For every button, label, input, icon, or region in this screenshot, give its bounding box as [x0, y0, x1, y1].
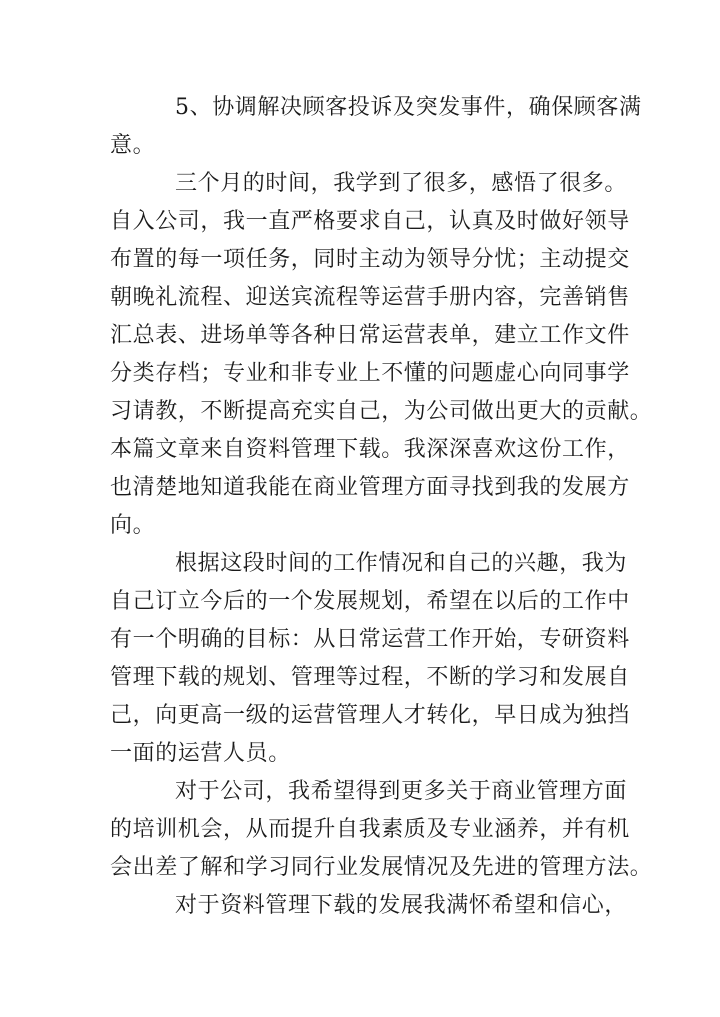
text-line: 自入公司，我一直严格要求自己，认真及时做好领导: [110, 209, 630, 234]
text-line: 分类存档；专业和非专业上不懂的问题虚心向同事学: [110, 361, 630, 386]
text-line: 习请教，不断提高充实自己，为公司做出更大的贡献。: [110, 399, 653, 424]
text-line: 的培训机会，从而提升自我素质及专业涵养，并有机: [110, 817, 630, 842]
text-line: 管理下载的规划、管理等过程，不断的学习和发展自: [110, 665, 630, 690]
text-line: 三个月的时间，我学到了很多，感悟了很多。: [175, 171, 628, 196]
text-line: 己，向更高一级的运营管理人才转化，早日成为独挡: [110, 703, 630, 728]
text-line: 会出差了解和学习同行业发展情况及先进的管理方法。: [110, 855, 653, 880]
text-line: 本篇文章来自资料管理下载。我深深喜欢这份工作，: [110, 437, 630, 462]
text-line: 向。: [110, 513, 156, 538]
text-line: 对于资料管理下载的发展我满怀希望和信心，: [175, 893, 628, 918]
text-line: 根据这段时间的工作情况和自己的兴趣，我为: [175, 551, 628, 576]
text-line: 意。: [110, 133, 156, 158]
text-line: 有一个明确的目标：从日常运营工作开始，专研资料: [110, 627, 630, 652]
text-line: 布置的每一项任务，同时主动为领导分忧；主动提交: [110, 247, 630, 272]
text-line: 对于公司，我希望得到更多关于商业管理方面: [175, 779, 628, 804]
text-line: 自己订立今后的一个发展规划，希望在以后的工作中: [110, 589, 630, 614]
text-line: 5、协调解决顾客投诉及突发事件，确保顾客满: [175, 95, 642, 120]
text-line: 朝晚礼流程、迎送宾流程等运营手册内容，完善销售: [110, 285, 630, 310]
text-line: 汇总表、进场单等各种日常运营表单，建立工作文件: [110, 323, 630, 348]
text-line: 也清楚地知道我能在商业管理方面寻找到我的发展方: [110, 475, 630, 500]
text-line: 一面的运营人员。: [110, 741, 291, 766]
